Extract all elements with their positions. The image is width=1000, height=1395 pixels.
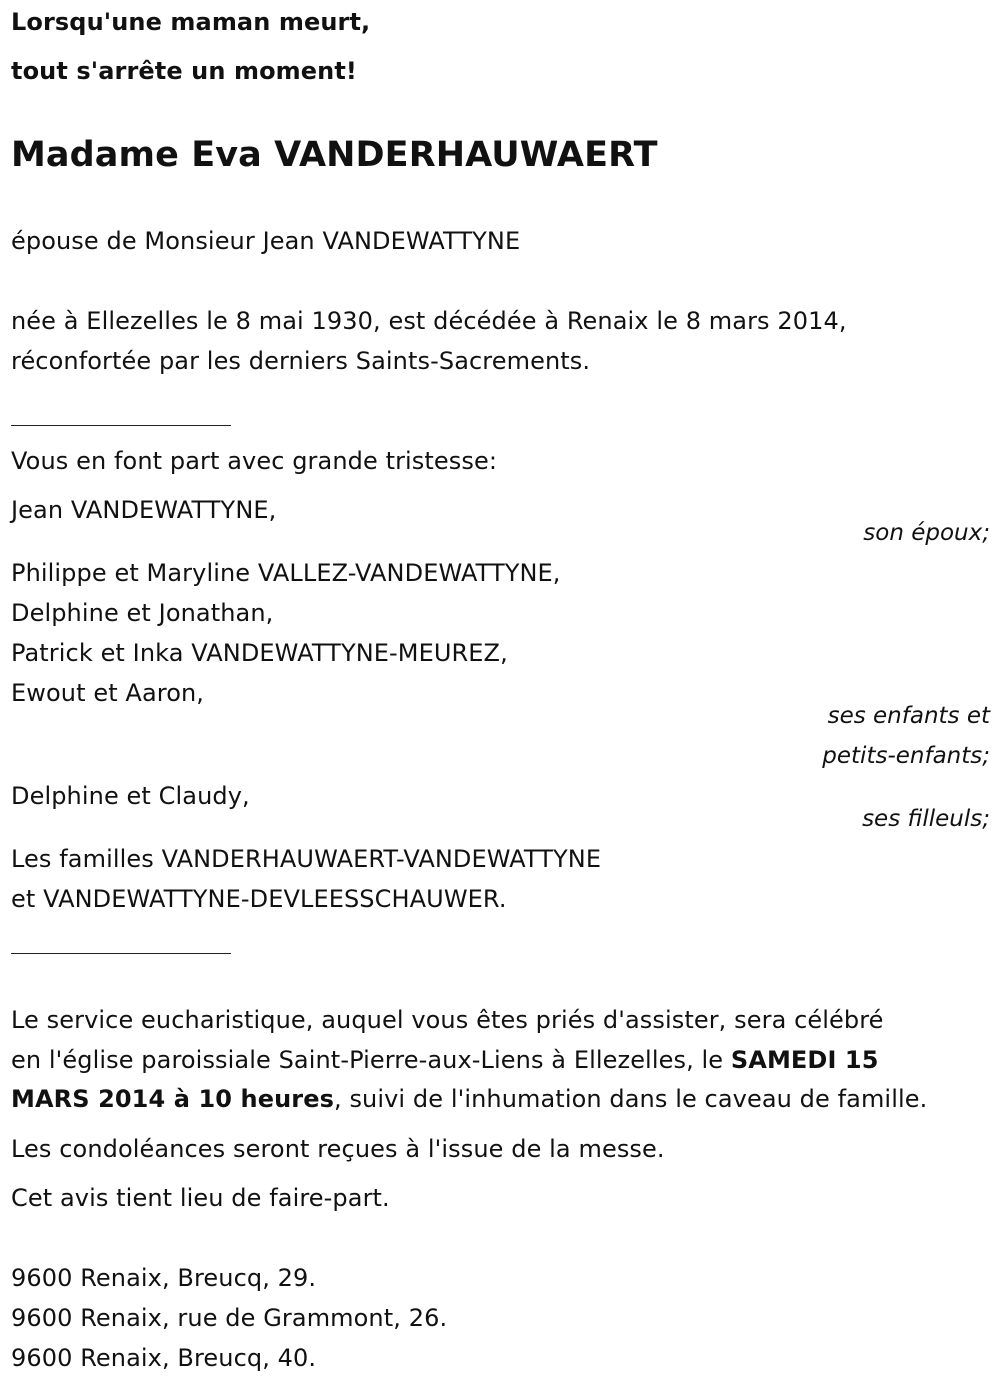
service-date-end: MARS 2014 à 10 heures [11, 1085, 334, 1113]
address-2: 9600 Renaix, rue de Grammont, 26. [11, 1304, 448, 1332]
service-burial-text: , suivi de l'inhumation dans le caveau de famille. [333, 1085, 928, 1113]
header-line-1: Lorsqu'une maman meurt, [11, 8, 371, 36]
service-date-start: SAMEDI 15 [730, 1046, 879, 1074]
spouse-line: épouse de Monsieur Jean VANDEWATTYNE [11, 227, 521, 255]
service-church-text: en l'église paroissiale Saint-Pierre-aux-Liens à Ellezelles, le [11, 1046, 731, 1074]
address-3: 9600 Renaix, Breucq, 40. [11, 1344, 317, 1372]
service-line-2 [11, 1046, 879, 1075]
separator-top [11, 425, 231, 426]
husband-role: son époux; [863, 520, 990, 546]
announcement-intro: Vous en font part avec grande tristesse: [11, 447, 498, 475]
godchildren-role: ses filleuls; [862, 806, 990, 832]
children-line-2: Delphine et Jonathan, [11, 599, 274, 627]
children-role-line-1: ses enfants et [827, 703, 990, 729]
godchildren-name: Delphine et Claudy, [11, 782, 250, 810]
families-line-2: et VANDEWATTYNE-DEVLEESSCHAUWER. [11, 885, 507, 913]
children-line-3: Patrick et Inka VANDEWATTYNE-MEUREZ, [11, 639, 508, 667]
separator-bottom [11, 953, 231, 954]
notice-line: Cet avis tient lieu de faire-part. [11, 1184, 390, 1212]
children-line-1: Philippe et Maryline VALLEZ-VANDEWATTYNE, [11, 559, 561, 587]
birth-death-line: née à Ellezelles le 8 mai 1930, est décédée à Renaix le 8 mars 2014, [11, 307, 847, 335]
service-line-3 [11, 1085, 927, 1114]
husband-name: Jean VANDEWATTYNE, [11, 496, 277, 524]
children-role-line-2: petits-enfants; [822, 743, 990, 769]
condolences-line: Les condoléances seront reçues à l'issue de la messe. [11, 1135, 665, 1163]
children-line-4: Ewout et Aaron, [11, 679, 205, 707]
address-1: 9600 Renaix, Breucq, 29. [11, 1264, 317, 1292]
families-line-1: Les familles VANDERHAUWAERT-VANDEWATTYNE [11, 845, 602, 873]
service-line-1: Le service eucharistique, auquel vous êtes priés d'assister, sera célébré [11, 1006, 884, 1034]
sacraments-line: réconfortée par les derniers Saints-Sacrements. [11, 347, 591, 375]
deceased-name: Madame Eva VANDERHAUWAERT [11, 135, 658, 175]
header-line-2: tout s'arrête un moment! [11, 57, 357, 85]
